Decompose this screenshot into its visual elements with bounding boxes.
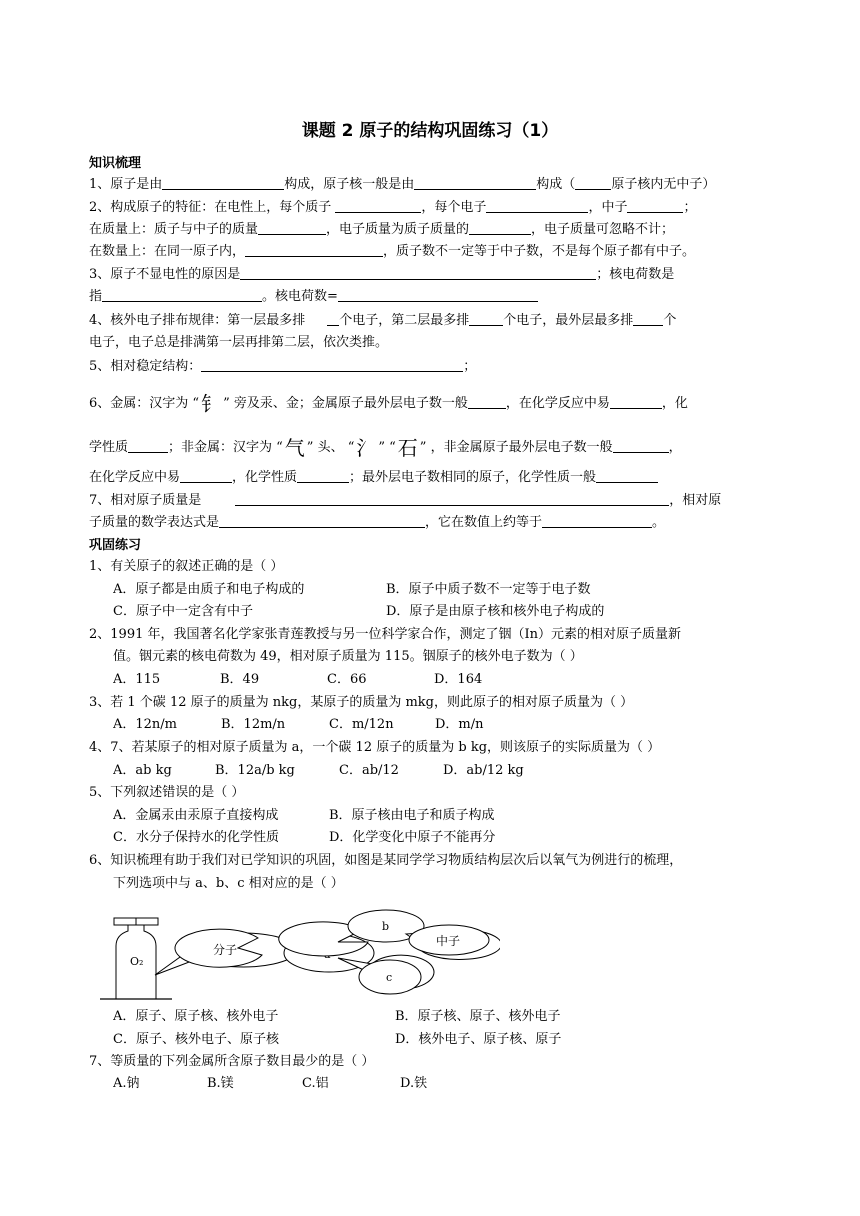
option-c[interactable]: C．原子中一定含有中子 xyxy=(113,604,253,619)
option-d[interactable]: D．化学变化中原子不能再分 xyxy=(329,830,496,845)
bottle-label: O₂ xyxy=(130,955,144,968)
question-5-options-cd xyxy=(113,829,774,847)
question-2-stem-1: 2、1991 年，我国著名化学家张青莲教授与另一位科学家合作，测定了铟（In）元素的相对原子质量新 xyxy=(89,627,681,642)
option-c[interactable]: C．m/12n xyxy=(329,717,394,732)
knowledge-item-6: 6、金属：汉字为 “ 钅 ” 旁及汞、金；金属原子最外层电子数一般 ，在化学反应中易 ，化 xyxy=(89,392,688,416)
blank[interactable] xyxy=(128,439,168,453)
option-d[interactable]: D．m/n xyxy=(435,717,484,732)
knowledge-item-7: 7、相对原子质量是 ，相对原 xyxy=(89,493,722,508)
question-5-stem: 5、下列叙述错误的是（ ） xyxy=(89,785,245,800)
blank[interactable] xyxy=(338,288,538,302)
question-4-options xyxy=(113,762,774,780)
blank[interactable] xyxy=(414,176,536,190)
option-c[interactable]: C．水分子保持水的化学性质 xyxy=(113,830,279,845)
blank[interactable] xyxy=(575,176,611,190)
blank[interactable] xyxy=(335,199,421,213)
blank[interactable] xyxy=(633,312,663,326)
knowledge-item-1: 1、原子是由 构成，原子核一般是由 构成（ 原子核内无中子） xyxy=(89,177,716,192)
knowledge-item-3b: 指 。核电荷数= xyxy=(89,288,774,306)
option-a[interactable]: A．12n/m xyxy=(113,717,178,732)
blank[interactable] xyxy=(240,266,596,280)
knowledge-item-2c: 在数量上：在同一原子内， ，质子数不一定等于中子数，不是每个原子都有中子。 xyxy=(89,244,696,259)
option-b[interactable]: B．原子核、原子、核外电子 xyxy=(395,1009,561,1024)
blank[interactable] xyxy=(613,439,669,453)
option-d[interactable]: D．164 xyxy=(434,672,483,687)
question-7-options xyxy=(113,1075,774,1093)
section-heading-knowledge: 知识梳理 xyxy=(89,156,142,171)
node-b-label: b xyxy=(382,920,390,933)
blank[interactable] xyxy=(542,514,652,528)
question-4-stem: 4、7、若某原子的相对原子质量为 a，一个碳 12 原子的质量为 b kg，则该原子的实际质量为（ ） xyxy=(89,740,661,755)
option-c[interactable]: C．ab/12 xyxy=(339,763,399,778)
question-6-options-cd xyxy=(113,1031,774,1049)
knowledge-item-4: 4、核外电子排布规律：第一层最多排 个电子，第二层最多排 个电子，最外层最多排 个 xyxy=(89,313,677,328)
stone-radical-glyph: 石 xyxy=(397,436,418,460)
option-b[interactable]: B．原子核由电子和质子构成 xyxy=(329,808,495,823)
option-c[interactable]: C.铝 xyxy=(302,1076,329,1091)
knowledge-item-2b: 在质量上：质子与中子的质量 ，电子质量为质子质量的 ，电子质量可忽略不计； xyxy=(89,222,675,237)
question-2-options xyxy=(113,671,774,689)
question-6-stem-1: 6、知识梳理有助于我们对已学知识的巩固，如图是某同学学习物质结构层次后以氧气为例进行的梳理， xyxy=(89,853,683,868)
blank[interactable] xyxy=(219,514,425,528)
question-1-stem: 1、有关原子的叙述正确的是（ ） xyxy=(89,559,284,574)
option-b[interactable]: B．原子中质子数不一定等于电子数 xyxy=(386,582,591,597)
knowledge-item-4b: 电子，电子总是排满第一层再排第二层，依次类推。 xyxy=(89,335,389,350)
neutron-label: 中子 xyxy=(436,934,461,948)
structure-diagram xyxy=(100,898,500,1004)
option-a[interactable]: A．ab kg xyxy=(113,763,172,778)
node-c-label: c xyxy=(386,971,393,984)
question-1-options-cd xyxy=(113,603,774,621)
option-c[interactable]: C．66 xyxy=(327,672,367,687)
option-d[interactable]: D．ab/12 kg xyxy=(443,763,524,778)
blank[interactable] xyxy=(180,469,232,483)
blank[interactable] xyxy=(327,312,339,326)
blank[interactable] xyxy=(627,199,683,213)
question-7-stem: 7、等质量的下列金属所含原子数目最少的是（ ） xyxy=(89,1054,375,1069)
question-3-options xyxy=(113,716,774,734)
blank[interactable] xyxy=(486,199,588,213)
section-heading-practice: 巩固练习 xyxy=(89,538,142,553)
blank[interactable] xyxy=(469,312,503,326)
option-a[interactable]: A．115 xyxy=(113,672,161,687)
blank[interactable] xyxy=(596,469,658,483)
molecule-label: 分子 xyxy=(213,943,238,957)
blank[interactable] xyxy=(102,288,262,302)
water-radical-glyph: 氵 xyxy=(356,436,377,460)
question-1-options-ab xyxy=(113,581,774,599)
blank[interactable] xyxy=(235,492,669,506)
knowledge-item-6b: 学性质 ；非金属：汉字为 “ 气 ” 头、 “ 氵 ” “ 石 ” ，非金属原子最外层电子数一般 ， xyxy=(89,436,682,460)
page-title: 课题 2 原子的结构巩固练习（1） xyxy=(301,121,559,141)
option-b[interactable]: B．12m/n xyxy=(221,717,286,732)
gas-radical-glyph: 气 xyxy=(284,436,305,460)
option-a[interactable]: A．原子、原子核、核外电子 xyxy=(113,1009,279,1024)
option-a[interactable]: A．原子都是由质子和电子构成的 xyxy=(113,582,305,597)
option-a[interactable]: A．金属汞由汞原子直接构成 xyxy=(113,808,279,823)
knowledge-item-3: 3、原子不显电性的原因是 ；核电荷数是 xyxy=(89,267,675,282)
blank[interactable] xyxy=(162,176,284,190)
blank[interactable] xyxy=(468,395,506,409)
blank[interactable] xyxy=(258,221,326,235)
blank[interactable] xyxy=(297,469,349,483)
option-b[interactable]: B.镁 xyxy=(207,1076,234,1091)
option-b[interactable]: B．12a/b kg xyxy=(215,763,295,778)
blank[interactable] xyxy=(245,243,383,257)
blank[interactable] xyxy=(201,358,463,372)
question-6-options-ab xyxy=(113,1008,774,1026)
blank[interactable] xyxy=(610,395,662,409)
metal-radical-glyph: 钅 xyxy=(201,392,222,416)
knowledge-item-7b: 子质量的数学表达式是 ，它在数值上约等于 。 xyxy=(89,515,666,530)
option-d[interactable]: D．核外电子、原子核、原子 xyxy=(395,1032,562,1047)
blank[interactable] xyxy=(469,221,531,235)
question-6-stem-2: 下列选项中与 a、b、c 相对应的是（ ） xyxy=(113,876,344,891)
question-5-options-ab xyxy=(113,807,774,825)
knowledge-item-2: 2、构成原子的特征：在电性上，每个质子 ，每个电子 ，中子 ； xyxy=(89,200,697,215)
question-3-stem: 3、若 1 个碳 12 原子的质量为 nkg，某原子的质量为 mkg，则此原子的相对原子质量为（ ） xyxy=(89,695,634,710)
knowledge-item-5: 5、相对稳定结构： ； xyxy=(89,359,477,374)
option-b[interactable]: B．49 xyxy=(220,672,260,687)
option-c[interactable]: C．原子、核外电子、原子核 xyxy=(113,1032,279,1047)
option-d[interactable]: D．原子是由原子核和核外电子构成的 xyxy=(386,604,605,619)
option-a[interactable]: A.钠 xyxy=(113,1076,140,1091)
knowledge-item-6c: 在化学反应中易 ，化学性质 ；最外层电子数相同的原子，化学性质一般 xyxy=(89,469,774,487)
option-d[interactable]: D.铁 xyxy=(400,1076,428,1091)
question-2-stem-2: 值。铟元素的核电荷数为 49，相对原子质量为 115。铟原子的核外电子数为（ ） xyxy=(113,649,583,664)
